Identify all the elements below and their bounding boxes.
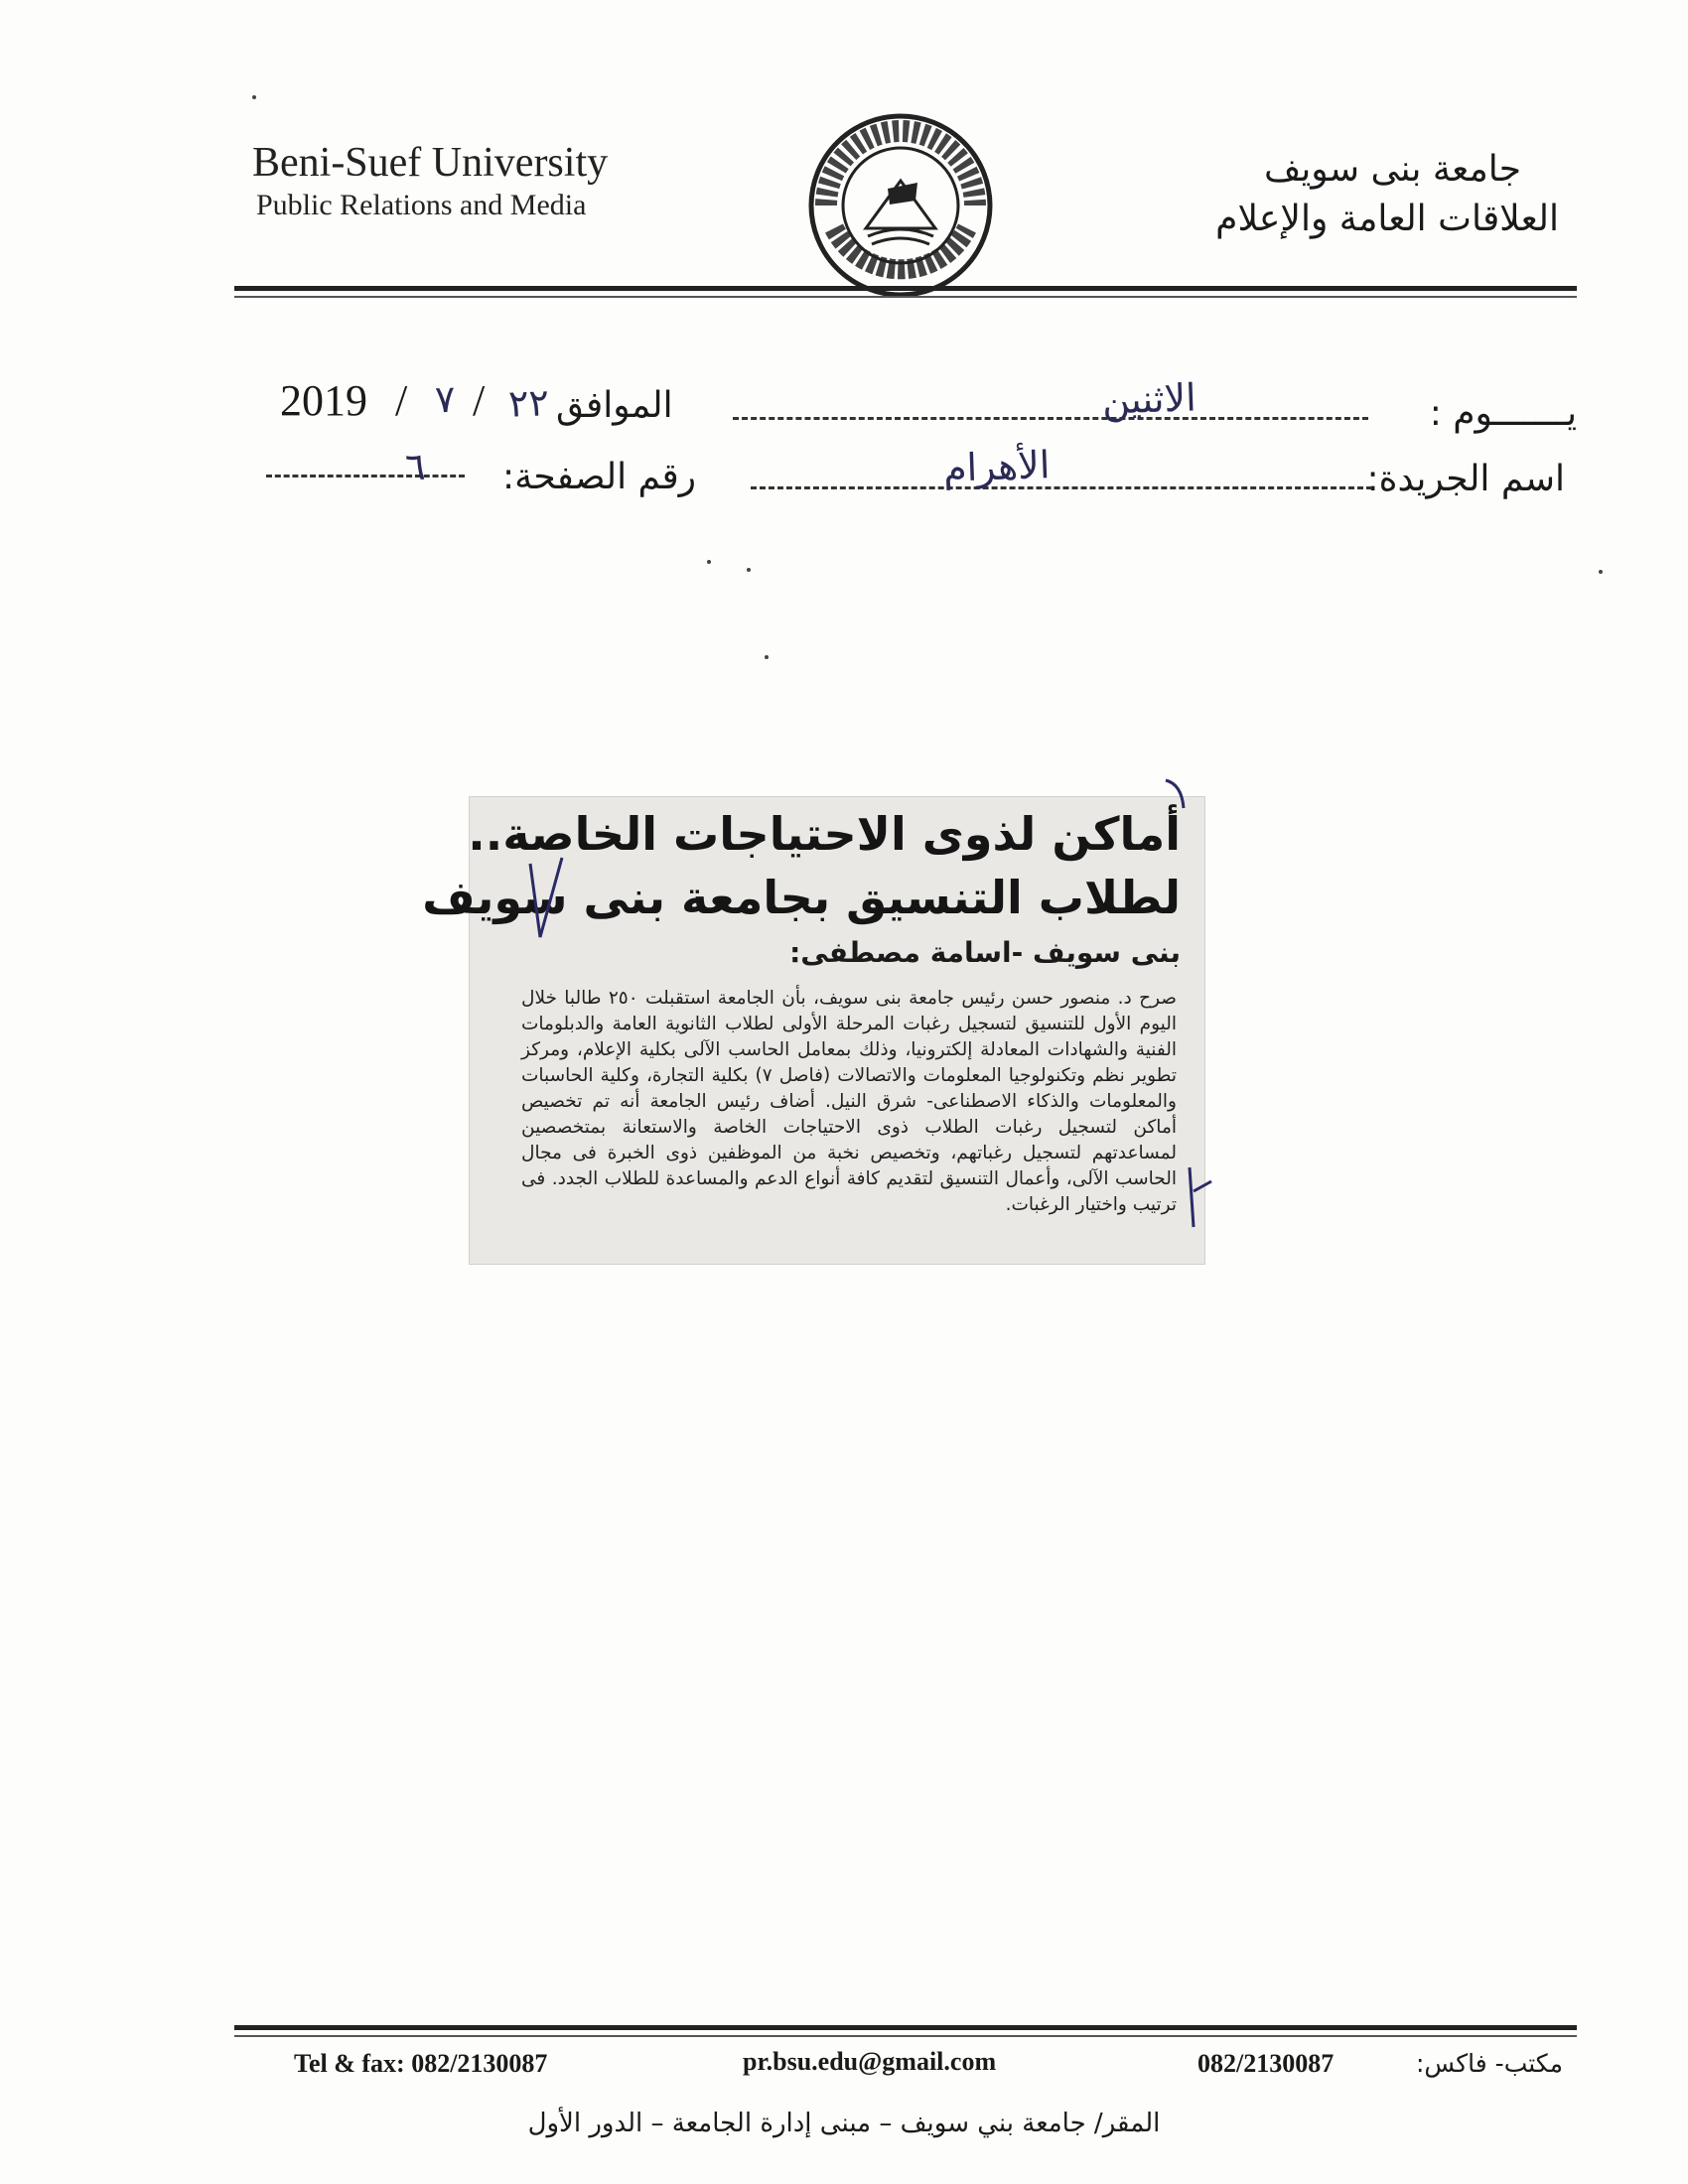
university-seal-icon [806, 111, 995, 300]
department-name-english: Public Relations and Media [256, 189, 587, 221]
date-separator-1: / [395, 376, 408, 425]
day-handwritten-value: الاثنين [1101, 375, 1197, 423]
footer-email[interactable]: pr.bsu.edu@gmail.com [743, 2047, 997, 2076]
footer-rule [234, 2025, 1577, 2030]
footer-address: المقر/ جامعة بني سويف – مبنى إدارة الجامعة – الدور الأول [527, 2109, 1161, 2138]
date-day-handwritten: ٢٢ [507, 380, 550, 426]
day-dash-line [733, 417, 1368, 420]
pen-mark-icon [526, 854, 566, 943]
page-number-dash-line [266, 475, 465, 478]
footer-office-fax-label: مكتب- فاكس: [1415, 2049, 1563, 2078]
date-month-handwritten: ٧ [434, 376, 457, 422]
date-year: 2019 [280, 376, 367, 425]
clipping-headline-line1: أماكن لذوى الاحتياجات الخاصة.. [468, 807, 1181, 861]
pen-mark-icon-2 [1186, 1161, 1215, 1231]
clipping-headline-line2: لطلاب التنسيق بجامعة بنى سويف [422, 871, 1181, 924]
clipping-byline: بنى سويف -اسامة مصطفى: [789, 936, 1181, 969]
day-label: يـــــــوم : [1429, 393, 1577, 434]
university-name-arabic: جامعة بنى سويف [1264, 149, 1521, 190]
footer-rule-thin [234, 2035, 1577, 2037]
header-rule-thin [234, 296, 1577, 298]
university-name-english: Beni-Suef University [252, 140, 609, 186]
newspaper-handwritten-value: الأهرام [942, 443, 1052, 490]
date-separator-2: / [473, 376, 486, 425]
date-label: الموافق [556, 385, 673, 426]
clipping-body-text: صرح د. منصور حسن رئيس جامعة بنى سويف، بأن الجامعة استقبلت ٢٥٠ طالبا خلال اليوم الأول للتنسيق لتسجيل رغبات المرحلة الأولى لطلاب الثانوية العامة والدبلومات الفنية والشهادات المعادلة إلكترونيا، وذلك بمعامل الحاسب الآلى بكلية الإعلام، ومركز تطوير نظم وتكنولوجيا المعلومات والاتصالات (فاصل ٧) بكلية التجارة، وكلية الحاسبات والمعلومات والذكاء الاصطناعى- شرق النيل. أضاف رئيس الجامعة أنه تم تخصيص أماكن لتسجيل رغبات الطلاب ذوى الاحتياجات الخاصة والاستعانة بمتخصصين لمساعدتهم لتسجيل رغباتهم، وتخصيص نخبة من الموظفين ذوى الخبرة فى مجال الحاسب الآلى، وأعمال التنسيق لتقديم كافة أنواع الدعم والمساعدة للطلاب الجدد. فى ترتيب واختيار الرغبات. [521, 988, 1178, 1215]
page-number-handwritten-value: ٦ [404, 444, 427, 489]
newspaper-dash-line [751, 486, 1372, 489]
pen-mark-icon-3 [1162, 774, 1192, 814]
page-number-label: رقم الصفحة: [502, 457, 697, 497]
footer-tel-fax: Tel & fax: 082/2130087 [294, 2049, 548, 2078]
newspaper-label: اسم الجريدة: [1366, 459, 1565, 499]
newspaper-clipping [422, 796, 1205, 1265]
department-name-arabic: العلاقات العامة والإعلام [1215, 199, 1559, 239]
footer-office-fax-number: 082/2130087 [1197, 2049, 1335, 2078]
header-rule [234, 286, 1577, 291]
